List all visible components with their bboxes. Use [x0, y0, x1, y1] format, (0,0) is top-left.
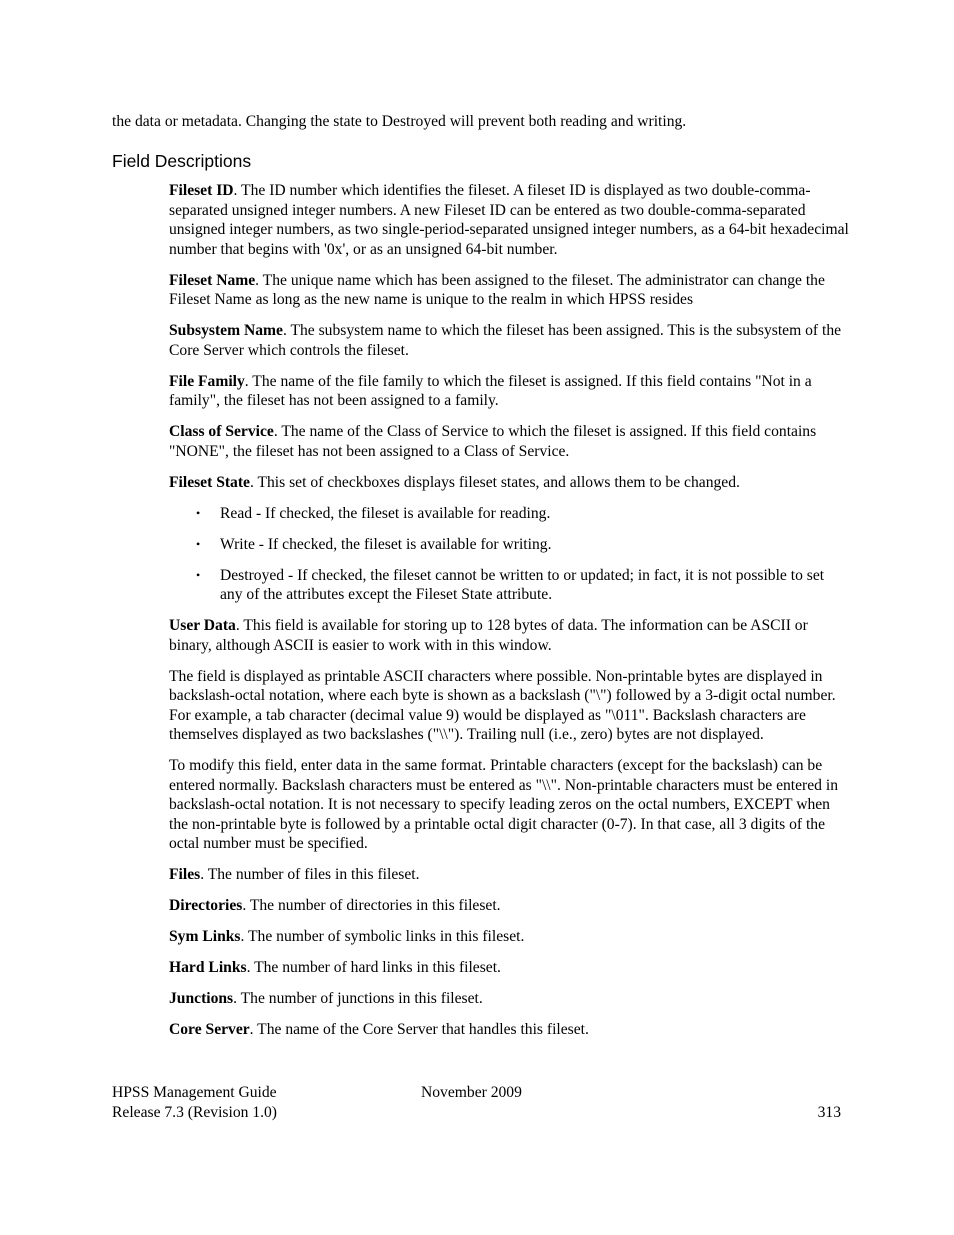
field-desc: . The name of the Class of Service to which the fileset is assigned. If this field contains "NONE", the fileset has not been assigned to a Class of Service. [169, 423, 817, 460]
field-term: Fileset State [169, 473, 250, 491]
field-descriptions [169, 181, 849, 1051]
user-data-modify-paragraph: To modify this field, enter data in the same format. Printable characters (except for the backslash) can be entered normally. Backslash characters must be entered as "\\". Non-printable characters must be entered in backslash-octal notation. It is not necessary to specify leading zeros on the octal numbers, EXCEPT when the non-printable byte is followed by a printable octal digit character (0-7). In that case, all 3 digits of the octal number must be specified. [169, 757, 838, 852]
fileset-state-list [169, 504, 849, 605]
field-term: Subsystem Name [169, 322, 283, 339]
field-term: Files [169, 866, 201, 883]
field-fileset-state [169, 473, 849, 493]
field-subsystem-name [169, 321, 849, 360]
field-user-data [169, 616, 849, 655]
list-item-text: Destroyed - If checked, the fileset cannot be written to or updated; in fact, it is not possible to set any of the attributes except the Fileset State attribute. [220, 566, 825, 603]
bullet-icon: • [196, 567, 201, 582]
page-number: 313 [817, 1104, 841, 1121]
field-term: Directories [169, 897, 243, 914]
section-heading: Field Descriptions [112, 151, 252, 171]
field-desc: . The number of hard links in this fileset. [246, 959, 501, 976]
user-data-display-paragraph: The field is displayed as printable ASCII characters where possible. Non-printable bytes are displayed in backslash-octal notation, where each byte is shown as a backslash ("\") followed by a 3-digit octal number. For example, a tab character (decimal value 9) would be displayed as "\011". Backslash characters are themselves displayed as two backslashes ("\\"). Trailing null (i.e., zero) bytes are not displayed. [169, 667, 836, 743]
field-junctions [169, 989, 849, 1009]
footer-date: November 2009 [421, 1084, 522, 1101]
field-desc: . The name of the file family to which the fileset is assigned. If this field contains "Not in a family", the fileset has not been assigned to a family. [169, 372, 812, 409]
field-directories [169, 896, 849, 916]
field-term: Hard Links [169, 959, 247, 976]
list-item-text: Write - If checked, the fileset is available for writing. [220, 535, 552, 553]
field-term: Core Server [169, 1021, 250, 1038]
field-desc: . The number of directories in this fileset. [242, 897, 501, 914]
field-fileset-name [169, 271, 849, 310]
field-desc: . This set of checkboxes displays fileset states, and allows them to be changed. [249, 473, 740, 491]
footer-release: Release 7.3 (Revision 1.0) [112, 1104, 277, 1121]
field-desc: . The number of junctions in this fileset. [233, 990, 483, 1007]
field-desc: . The number of symbolic links in this fileset. [240, 928, 525, 945]
field-desc: . This field is available for storing up to 128 bytes of data. The information can be ASCII or binary, although ASCII is easier to work with in this window. [169, 617, 808, 654]
field-class-of-service [169, 422, 849, 461]
field-hard-links [169, 958, 849, 978]
list-item-text: Read - If checked, the fileset is available for reading. [220, 504, 551, 522]
continued-paragraph: the data or metadata. Changing the state to Destroyed will prevent both reading and writing. [112, 113, 687, 130]
list-item [169, 504, 849, 524]
bullet-icon: • [196, 505, 201, 520]
field-desc: . The unique name which has been assigned to the fileset. The administrator can change the Fileset Name as long as the new name is unique to the realm in which HPSS resides [169, 271, 825, 308]
field-desc: . The subsystem name to which the fileset has been assigned. This is the subsystem of the Core Server which controls the fileset. [169, 322, 842, 359]
footer-guide-title: HPSS Management Guide [112, 1084, 277, 1101]
field-term: Fileset ID [169, 182, 234, 199]
field-file-family [169, 372, 849, 411]
field-term: Sym Links [169, 928, 241, 945]
field-term: User Data [169, 617, 236, 634]
field-desc: . The name of the Core Server that handles this fileset. [249, 1021, 589, 1038]
list-item [169, 566, 849, 605]
field-term: Junctions [169, 990, 234, 1007]
field-core-server [169, 1020, 849, 1040]
footer-left [112, 1083, 277, 1123]
field-term: Fileset Name [169, 271, 256, 289]
field-desc: . The number of files in this fileset. [200, 866, 420, 883]
field-fileset-id [169, 181, 849, 259]
list-item [169, 535, 849, 555]
field-term: Class of Service [169, 423, 274, 440]
field-sym-links [169, 927, 849, 947]
bullet-icon: • [196, 536, 201, 551]
field-term: File Family [169, 372, 245, 390]
field-desc: . The ID number which identifies the fileset. A fileset ID is displayed as two double-comma-separated unsigned integer numbers. A new Fileset ID can be entered as two double-comma-separated unsigned integer numbers, as two single-period-separated unsigned integer numbers, as a 64-bit hexadecimal number that begins with '0x', or as an unsigned 64-bit number. [169, 182, 849, 258]
field-files [169, 865, 849, 885]
